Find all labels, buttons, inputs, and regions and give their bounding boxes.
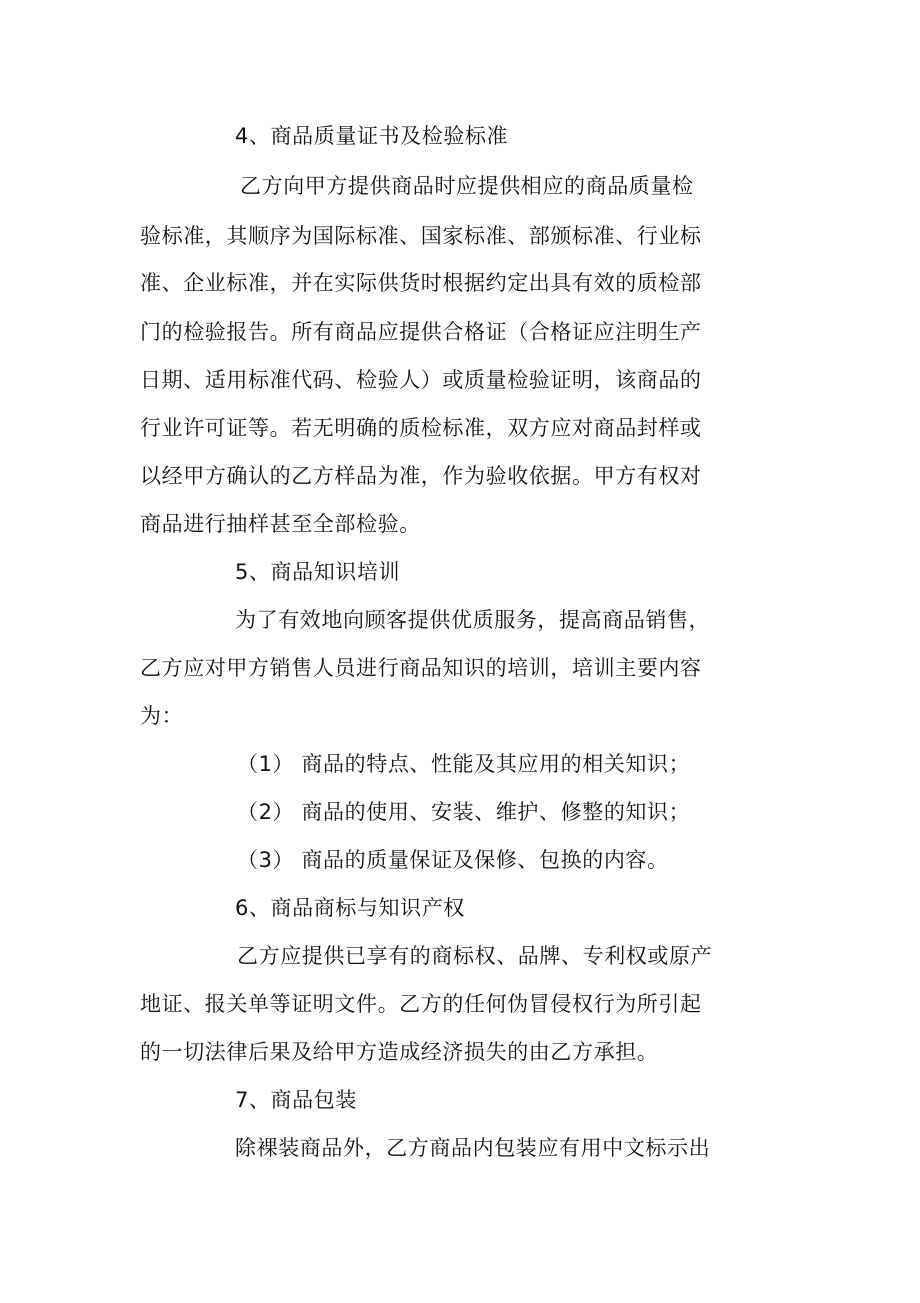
paragraph-line: 为：	[140, 704, 184, 728]
paragraph-line: 日期、适用标准代码、检验人）或质量检验证明，该商品的	[140, 368, 702, 392]
paragraph-line: 商品进行抽样甚至全部检验。	[140, 512, 421, 536]
paragraph-line: 以经甲方确认的乙方样品为准，作为验收依据。甲方有权对	[140, 464, 702, 488]
heading-packaging: 7、商品包装	[235, 1088, 357, 1112]
paragraph-line: 乙方应提供已享有的商标权、品牌、专利权或原产	[237, 944, 713, 968]
paragraph-line: 除裸装商品外，乙方商品内包装应有用中文标示出	[235, 1136, 711, 1160]
paragraph-line: 的一切法律后果及给甲方造成经济损失的由乙方承担。	[140, 1040, 659, 1064]
list-item: （2） 商品的使用、安装、维护、修整的知识；	[237, 800, 691, 824]
paragraph-line: 为了有效地向顾客提供优质服务，提高商品销售，	[235, 608, 711, 632]
heading-trademark-ip: 6、商品商标与知识产权	[235, 896, 465, 920]
heading-quality-certificate: 4、商品质量证书及检验标准	[235, 124, 509, 148]
paragraph-line: 门的检验报告。所有商品应提供合格证（合格证应注明生产	[140, 320, 702, 344]
paragraph-line: 验标准，其顺序为国际标准、国家标准、部颁标准、行业标	[140, 224, 702, 248]
list-item: （3） 商品的质量保证及保修、包换的内容。	[237, 848, 669, 872]
heading-product-training: 5、商品知识培训	[235, 560, 401, 584]
paragraph-line: 地证、报关单等证明文件。乙方的任何伪冒侵权行为所引起	[140, 992, 702, 1016]
list-item: （1） 商品的特点、性能及其应用的相关知识；	[237, 752, 691, 776]
paragraph-line: 乙方应对甲方销售人员进行商品知识的培训，培训主要内容	[140, 656, 702, 680]
paragraph-line: 行业许可证等。若无明确的质检标准，双方应对商品封样或	[140, 416, 702, 440]
paragraph-line: 乙方向甲方提供商品时应提供相应的商品质量检	[240, 174, 694, 198]
paragraph-line: 准、企业标准，并在实际供货时根据约定出具有效的质检部	[140, 271, 702, 295]
